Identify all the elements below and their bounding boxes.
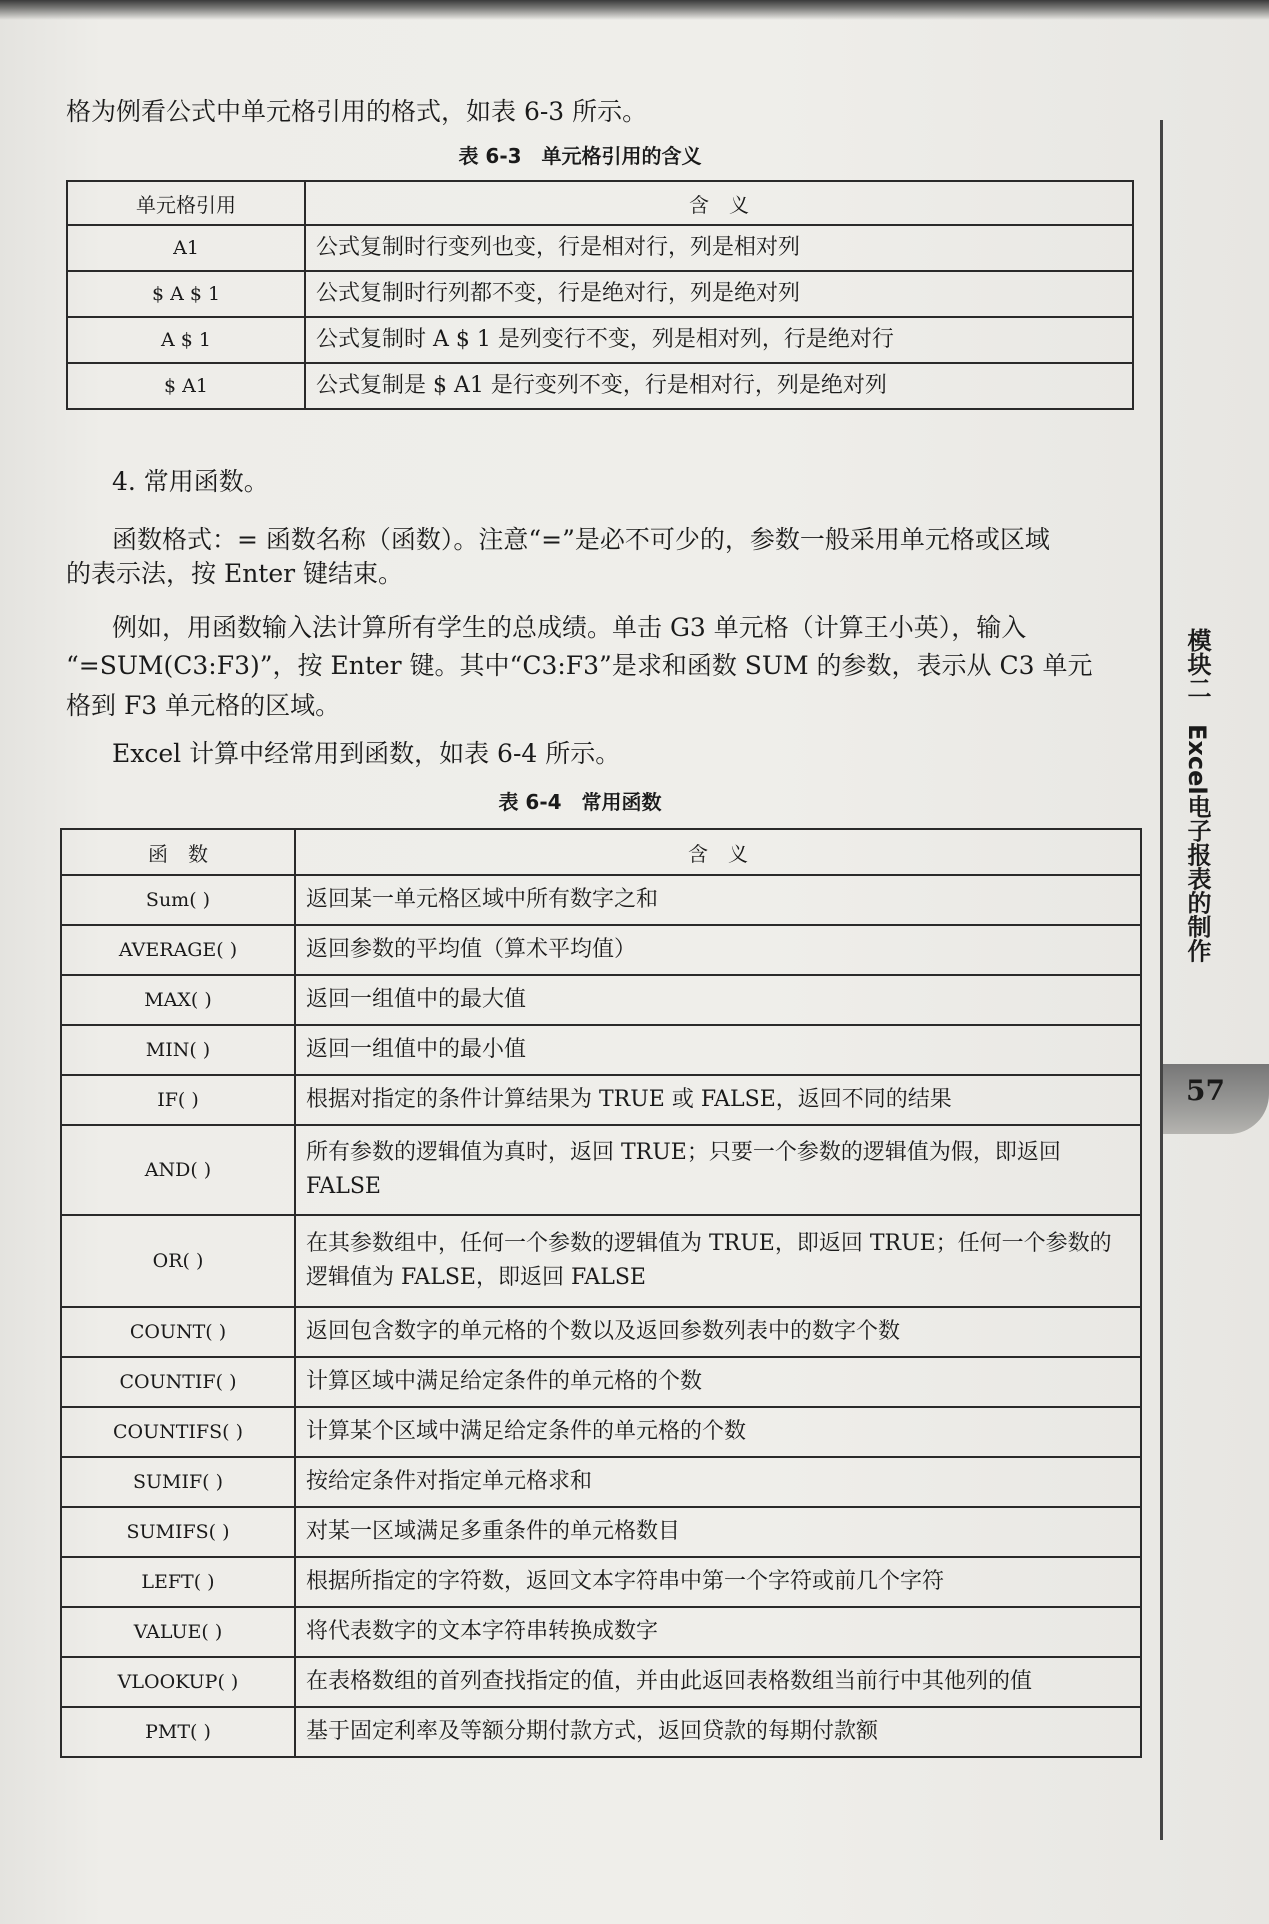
function-cell: IF( ) [61, 1075, 295, 1125]
table-row [61, 1707, 1141, 1757]
paragraph-line: 格到 F3 单元格的区域。 [66, 691, 341, 720]
table-row [61, 975, 1141, 1025]
meaning-cell: 返回包含数字的单元格的个数以及返回参数列表中的数字个数 [295, 1307, 1141, 1357]
paragraph-line: 的表示法，按 Enter 键结束。 [66, 559, 404, 588]
ref-cell: A $ 1 [67, 317, 305, 363]
header-cell-function: 函 数 [61, 829, 295, 875]
table-row [61, 1215, 1141, 1307]
paragraph-line: Excel 计算中经常用到函数，如表 6-4 所示。 [112, 739, 621, 768]
function-cell: MAX( ) [61, 975, 295, 1025]
table-row [67, 225, 1133, 271]
meaning-cell: 所有参数的逻辑值为真时，返回 TRUE；只要一个参数的逻辑值为假，即返回 FALSE [295, 1125, 1141, 1215]
meaning-cell: 基于固定利率及等额分期付款方式，返回贷款的每期付款额 [295, 1707, 1141, 1757]
table-header-row [61, 829, 1141, 875]
table-row [61, 1075, 1141, 1125]
meaning-cell: 公式复制时 A $ 1 是列变行不变，列是相对列，行是绝对行 [305, 317, 1133, 363]
table-row [61, 1557, 1141, 1607]
header-cell-meaning: 含 义 [295, 829, 1141, 875]
table-6-4 [60, 828, 1142, 1758]
meaning-cell: 返回一组值中的最小值 [295, 1025, 1141, 1075]
table-row [67, 363, 1133, 409]
function-cell: VLOOKUP( ) [61, 1657, 295, 1707]
meaning-cell: 对某一区域满足多重条件的单元格数目 [295, 1507, 1141, 1557]
meaning-cell: 公式复制时行变列也变，行是相对行，列是相对列 [305, 225, 1133, 271]
function-cell: AVERAGE( ) [61, 925, 295, 975]
table-row [61, 1457, 1141, 1507]
page-number: 57 [1186, 1074, 1225, 1107]
table-row [67, 317, 1133, 363]
function-cell: COUNTIF( ) [61, 1357, 295, 1407]
function-cell: COUNTIFS( ) [61, 1407, 295, 1457]
table-row [61, 1607, 1141, 1657]
section-heading: 4. 常用函数。 [112, 467, 269, 496]
function-cell: Sum( ) [61, 875, 295, 925]
paragraph-line: 例如，用函数输入法计算所有学生的总成绩。单击 G3 单元格（计算王小英），输入 [112, 613, 1027, 642]
ref-cell: A1 [67, 225, 305, 271]
function-cell: VALUE( ) [61, 1607, 295, 1657]
function-cell: COUNT( ) [61, 1307, 295, 1357]
table-row [61, 1657, 1141, 1707]
margin-rule [1160, 120, 1163, 1840]
meaning-cell: 公式复制时行列都不变，行是绝对行，列是绝对列 [305, 271, 1133, 317]
header-cell-meaning: 含 义 [305, 181, 1133, 225]
table-row [61, 1407, 1141, 1457]
table-6-3 [66, 180, 1134, 410]
paragraph-line: 函数格式：= 函数名称（函数）。注意“=”是必不可少的，参数一般采用单元格或区域 [112, 525, 1050, 554]
table-row [61, 1307, 1141, 1357]
table-6-3-caption: 表 6-3 单元格引用的含义 [458, 144, 702, 168]
function-cell: SUMIFS( ) [61, 1507, 295, 1557]
table-row [61, 925, 1141, 975]
table-row [61, 1357, 1141, 1407]
table-header-row [67, 181, 1133, 225]
top-shadow [0, 0, 1269, 20]
paragraph-line: “=SUM(C3:F3)”，按 Enter 键。其中“C3:F3”是求和函数 SUM 的参数，表示从 C3 单元 [66, 651, 1093, 680]
meaning-cell: 根据所指定的字符数，返回文本字符串中第一个字符或前几个字符 [295, 1557, 1141, 1607]
module-title: 模块二 Excel电子报表的制作 [1183, 628, 1211, 963]
meaning-cell: 计算某个区域中满足给定条件的单元格的个数 [295, 1407, 1141, 1457]
table-row [61, 1125, 1141, 1215]
ref-cell: $ A $ 1 [67, 271, 305, 317]
function-cell: AND( ) [61, 1125, 295, 1215]
meaning-cell: 根据对指定的条件计算结果为 TRUE 或 FALSE，返回不同的结果 [295, 1075, 1141, 1125]
meaning-cell: 将代表数字的文本字符串转换成数字 [295, 1607, 1141, 1657]
table-6-4-caption: 表 6-4 常用函数 [498, 790, 662, 814]
function-cell: SUMIF( ) [61, 1457, 295, 1507]
table-row [61, 1025, 1141, 1075]
meaning-cell: 在表格数组的首列查找指定的值，并由此返回表格数组当前行中其他列的值 [295, 1657, 1141, 1707]
meaning-cell: 计算区域中满足给定条件的单元格的个数 [295, 1357, 1141, 1407]
ref-cell: $ A1 [67, 363, 305, 409]
intro-line: 格为例看公式中单元格引用的格式，如表 6-3 所示。 [66, 97, 648, 126]
table-row [61, 1507, 1141, 1557]
function-cell: PMT( ) [61, 1707, 295, 1757]
table-row [61, 875, 1141, 925]
function-cell: OR( ) [61, 1215, 295, 1307]
header-cell-ref: 单元格引用 [67, 181, 305, 225]
meaning-cell: 在其参数组中，任何一个参数的逻辑值为 TRUE，即返回 TRUE；任何一个参数的逻辑值为 FALSE，即返回 FALSE [295, 1215, 1141, 1307]
table-row [67, 271, 1133, 317]
meaning-cell: 按给定条件对指定单元格求和 [295, 1457, 1141, 1507]
meaning-cell: 公式复制是 $ A1 是行变列不变，行是相对行，列是绝对列 [305, 363, 1133, 409]
function-cell: MIN( ) [61, 1025, 295, 1075]
function-cell: LEFT( ) [61, 1557, 295, 1607]
meaning-cell: 返回某一单元格区域中所有数字之和 [295, 875, 1141, 925]
meaning-cell: 返回一组值中的最大值 [295, 975, 1141, 1025]
meaning-cell: 返回参数的平均值（算术平均值） [295, 925, 1141, 975]
